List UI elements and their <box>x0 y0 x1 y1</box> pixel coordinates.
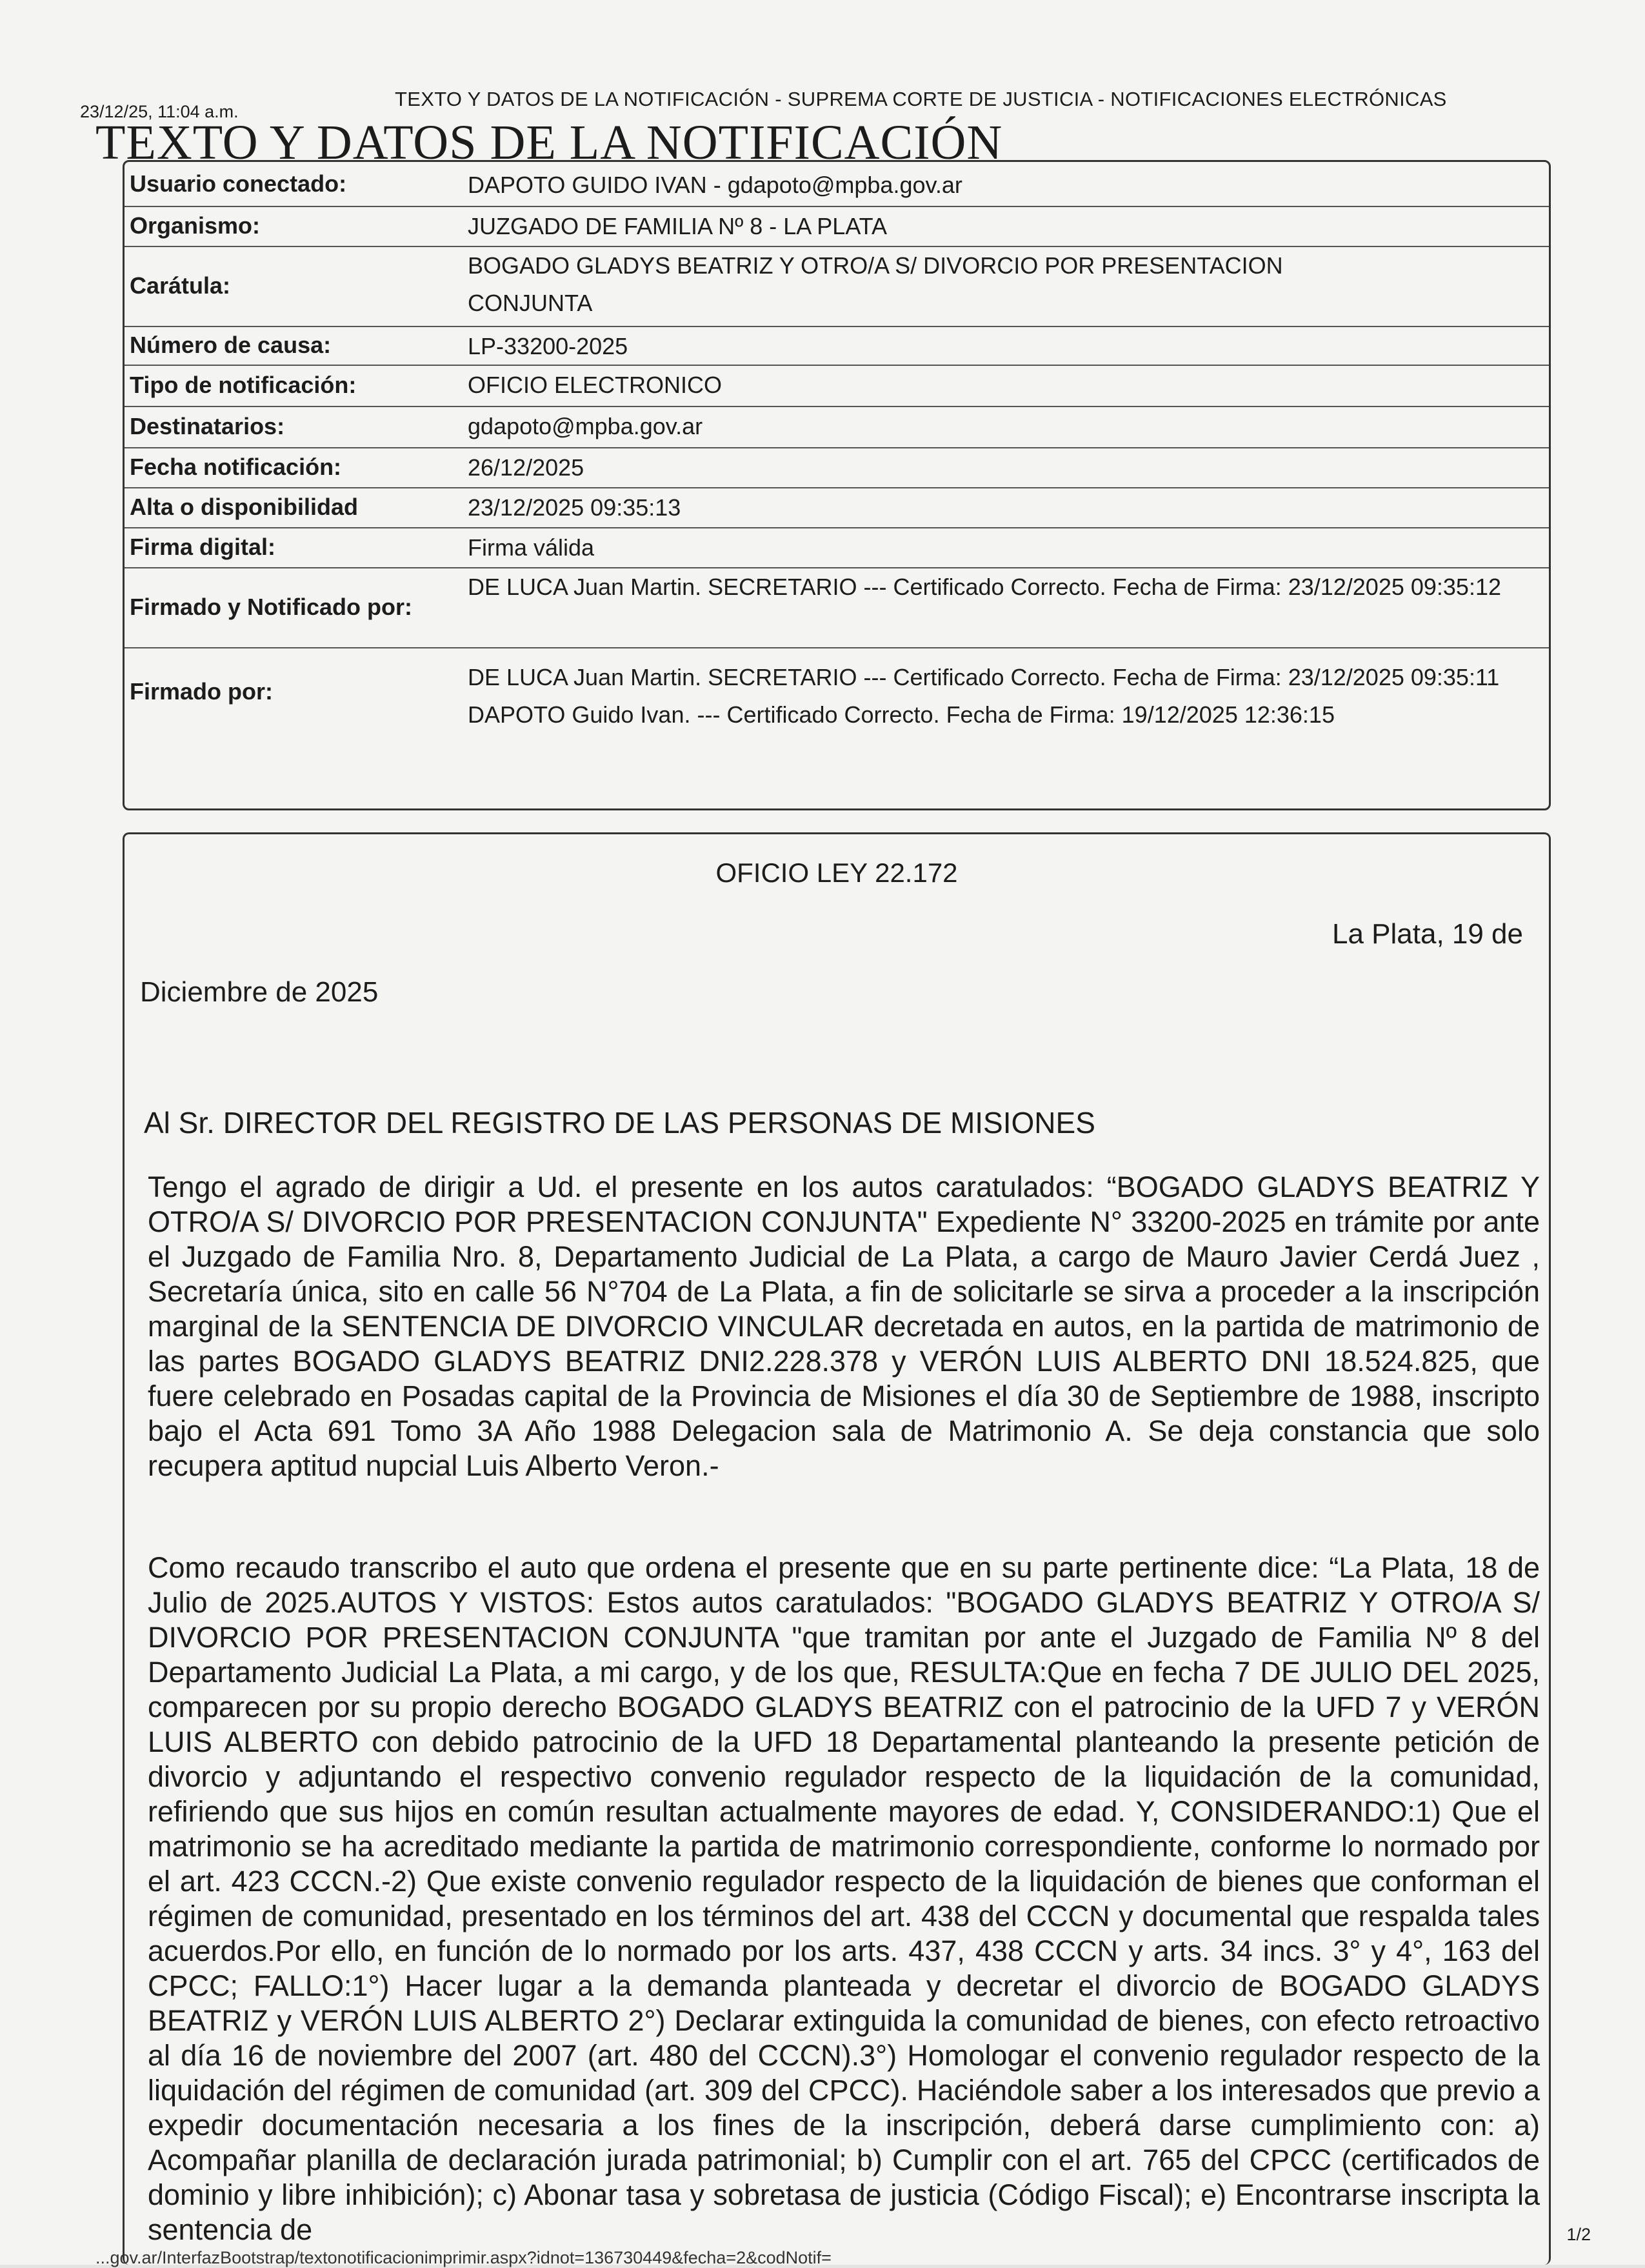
info-value: 23/12/2025 09:35:13 <box>468 494 681 521</box>
info-value: DE LUCA Juan Martin. SECRETARIO --- Certificado Correcto. Fecha de Firma: 23/12/2025 09:35:11 DAPOTO Guido Ivan. --- Certificado Correcto. Fecha de Firma: 19/12/2025 12:36:15 <box>468 664 1500 728</box>
info-value: Firma válida <box>468 534 595 561</box>
info-row <box>125 326 1549 366</box>
info-value: JUZGADO DE FAMILIA Nº 8 - LA PLATA <box>468 213 887 239</box>
info-row <box>125 162 1549 207</box>
info-label: Tipo de notificación: <box>130 372 357 398</box>
info-label: Número de causa: <box>130 332 332 358</box>
info-value: BOGADO GLADYS BEATRIZ Y OTRO/A S/ DIVORCIO POR PRESENTACION CONJUNTA <box>468 252 1283 316</box>
letter-paragraph: Tengo el agrado de dirigir a Ud. el presente en los autos caratulados: “BOGADO GLADYS BEATRIZ Y OTRO/A S/ DIVORCIO POR PRESENTACION CONJUNTA" Expediente N° 33200-2025 en trámite por ante el Juzgado de Familia Nro. 8, Departamento Judicial de La Plata, a cargo de Mauro Javier Cerdá Juez , Secretaría única, sito en calle 56 N°704 de La Plata, a fin de solicitarle se sirva a proceder a la inscripción marginal de la SENTENCIA DE DIVORCIO VINCULAR decretada en autos, en la partida de matrimonio de las partes BOGADO GLADYS BEATRIZ DNI2.228.378 y VERÓN LUIS ALBERTO DNI 18.524.825, que fuere celebrado en Posadas capital de la Provincia de Misiones el día 30 de Septiembre de 1988, inscripto bajo el Acta 691 Tomo 3A Año 1988 Delegacion sala de Matrimonio A. Se deja constancia que solo recupera aptitud nupcial Luis Alberto Veron.- <box>148 1170 1540 1482</box>
info-row <box>125 246 1549 327</box>
info-row <box>125 647 1549 810</box>
info-label: Firma digital: <box>130 534 276 560</box>
info-label: Organismo: <box>130 212 261 239</box>
document-title: TEXTO Y DATOS DE LA NOTIFICACIÓN <box>95 115 1003 170</box>
info-label: Firmado por: <box>130 678 273 705</box>
info-row <box>125 487 1549 528</box>
letter-paragraph: Como recaudo transcribo el auto que ordena el presente que en su parte pertinente dice: “La Plata, 18 de Julio de 2025.AUTOS Y VISTOS: Estos autos caratulados: "BOGADO GLADYS BEATRIZ Y OTRO/A S/ DIVORCIO POR PRESENTACION CONJUNTA "que tramitan por ante el Juzgado de Familia Nº 8 del Departamento Judicial La Plata, a mi cargo, y de los que, RESULTA:Que en fecha 7 DE JULIO DEL 2025, comparecen por su propio derecho BOGADO GLADYS BEATRIZ con el patrocinio de la UFD 7 y VERÓN LUIS ALBERTO con debido patrocinio de la UFD 18 Departamental planteando la presente petición de divorcio y adjuntando el respectivo convenio regulador respecto de la liquidación de la comunidad, refiriendo que sus hijos en común resultan actualmente mayores de edad. Y, CONSIDERANDO:1) Que el matrimonio se ha acreditado mediante la partida de matrimonio correspondiente, conforme lo normado por el art. 423 CCCN.-2) Que existe convenio regulador respecto de la liquidación de bienes que conforman el régimen de comunidad, presentado en los términos del art. 438 del CCCN y documental que respalda tales acuerdos.Por ello, en función de lo normado por los arts. 437, 438 CCCN y arts. 34 incs. 3° y 4°, 163 del CPCC; FALLO:1°) Hacer lugar a la demanda planteada y decretar el divorcio de BOGADO GLADYS BEATRIZ y VERÓN LUIS ALBERTO 2°) Declarar extinguida la comunidad de bienes, con efecto retroactivo al día 16 de noviembre del 2007 (art. 480 del CCCN).3°) Homologar el convenio regulador respecto de la liquidación del régimen de comunidad (art. 309 del CPCC). Haciéndole saber a los interesados que previo a expedir documentación necesaria a los fines de la inscripción, deberá darse cumplimiento con: a) Acompañar planilla de declaración jurada patrimonial; b) Cumplir con el art. 765 del CPCC (certificados de dominio y libre inhibición); c) Abonar tasa y sobretasa de justicia (Código Fiscal); e) Encontrarse inscripta la sentencia de <box>148 1551 1540 2246</box>
print-header-title: TEXTO Y DATOS DE LA NOTIFICACIÓN - SUPREMA CORTE DE JUSTICIA - NOTIFICACIONES ELECTRÓNICAS <box>395 88 1447 110</box>
info-label: Fecha notificación: <box>130 454 342 480</box>
info-label: Carátula: <box>130 272 231 299</box>
footer-url: ...gov.ar/InterfazBootstrap/textonotificacionimprimir.aspx?idnot=136730449&fecha=2&codNotif= <box>95 2248 832 2267</box>
info-label: Alta o disponibilidad <box>130 494 358 520</box>
info-label: Firmado y Notificado por: <box>130 594 413 620</box>
page-number: 1/2 <box>1566 2225 1591 2244</box>
info-row <box>125 447 1549 488</box>
oficio-letter <box>123 832 1551 2265</box>
letter-heading: OFICIO LEY 22.172 <box>715 858 958 888</box>
info-value: 26/12/2025 <box>468 454 584 481</box>
info-row <box>125 567 1549 648</box>
info-row <box>125 406 1549 448</box>
print-datetime: 23/12/25, 11:04 a.m. <box>80 102 239 121</box>
letter-recipient: Al Sr. DIRECTOR DEL REGISTRO DE LAS PERSONAS DE MISIONES <box>144 1106 1095 1139</box>
info-row <box>125 365 1549 407</box>
info-value: DE LUCA Juan Martin. SECRETARIO --- Certificado Correcto. Fecha de Firma: 23/12/2025 09:35:12 <box>468 574 1501 600</box>
letter-place: La Plata, 19 de <box>1331 918 1523 950</box>
info-value: DAPOTO GUIDO IVAN - gdapoto@mpba.gov.ar <box>468 172 962 198</box>
notification-info-table <box>123 160 1551 810</box>
info-row <box>125 206 1549 247</box>
info-row <box>125 527 1549 568</box>
info-label: Destinatarios: <box>130 413 285 439</box>
info-value: OFICIO ELECTRONICO <box>468 372 723 398</box>
info-label: Usuario conectado: <box>130 170 347 197</box>
info-value: gdapoto@mpba.gov.ar <box>468 413 703 439</box>
info-value: LP-33200-2025 <box>468 333 628 359</box>
letter-date: Diciembre de 2025 <box>140 976 379 1008</box>
